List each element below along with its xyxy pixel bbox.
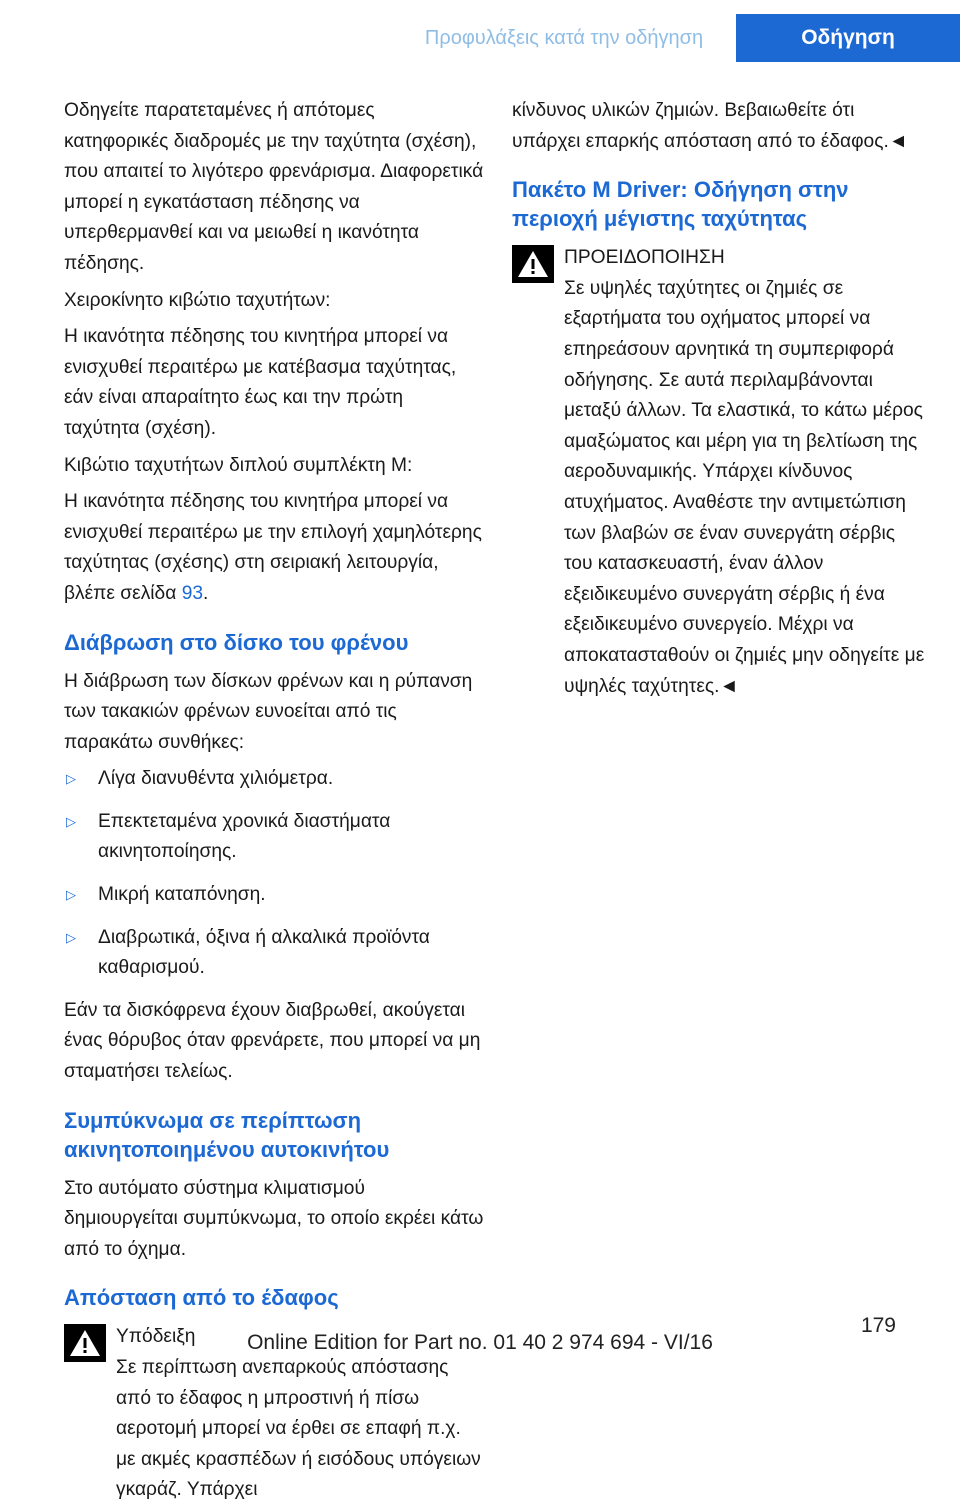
heading-m-driver-package: Πακέτο M Driver: Οδήγηση στην περιοχή μέγιστης ταχύτητας	[512, 177, 849, 232]
paragraph-dct	[64, 487, 484, 609]
triangle-right-icon: ▷	[66, 929, 76, 945]
note-title: Υπόδειξη	[116, 1326, 196, 1348]
list-item	[64, 880, 484, 911]
note-body: Σε περίπτωση ανεπαρκούς απόστασης από το έδαφος η μπροστινή ή πίσω αεροτομή μπορεί να έρθει σε επαφή π.χ. με ακμές κρασπέδων ή εισόδους υπόγειων γκαράζ. Υπάρχει	[116, 1357, 481, 1501]
warning-box	[512, 243, 928, 702]
warning-title: ΠΡΟΕΙΔΟΠΟΙΗΣΗ	[564, 247, 725, 269]
paragraph-downhill: Οδηγείτε παρατεταμένες ή απότομες κατηφορικές διαδρομές με την ταχύτητα (σχέση), που απαιτεί το λιγότερο φρενάρισμα. Διαφορετικά μπορεί η εγκατάσταση πέδησης να υπερθερμανθεί και να μειωθεί η ικανότητα πέδησης.	[64, 100, 484, 274]
paragraph-dct-text: Η ικανότητα πέδησης του κινητήρα μπορεί να ενισχυθεί περαιτέρω με την επιλογή χαμηλότερης ταχύτητας (σχέσης) στη σειριακή λειτουργία, βλέπε σελίδα	[64, 491, 482, 604]
page-header	[0, 0, 960, 62]
paragraph-manual-gearbox: Η ικανότητα πέδησης του κινητήρα μπορεί να ενισχυθεί περαιτέρω με κατέβασμα ταχύτητας, εάν είναι απαραίτητο έως και την πρώτη ταχύτητα (σχέση).	[64, 326, 457, 439]
paragraph-manual-gearbox-label: Χειροκίνητο κιβώτιο ταχυτήτων:	[64, 289, 331, 311]
heading-condensate: Συμπύκνωμα σε περίπτωση ακινητοποιημένου αυτοκινήτου	[64, 1107, 390, 1162]
right-column	[512, 96, 928, 702]
corrosion-conditions-list	[64, 764, 484, 984]
paragraph-clearance-continued: κίνδυνος υλικών ζημιών. Βεβαιωθείτε ότι υπάρχει επαρκής απόσταση από το έδαφος.◄	[512, 100, 908, 152]
list-item	[64, 764, 484, 795]
list-item	[64, 923, 484, 984]
header-chapter-tab[interactable]: Οδήγηση	[736, 14, 960, 62]
triangle-right-icon: ▷	[66, 771, 76, 787]
triangle-right-icon: ▷	[66, 813, 76, 829]
paragraph-brake-noise: Εάν τα δισκόφρενα έχουν διαβρωθεί, ακούγεται ένας θόρυβος όταν φρενάρετε, που μπορεί να μη σταματήσει τελείως.	[64, 999, 481, 1083]
page-reference-link[interactable]: 93	[181, 582, 204, 604]
warning-body: Σε υψηλές ταχύτητες οι ζημιές σε εξαρτήματα του οχήματος μπορεί να επηρεάσουν αρνητικά τη συμπεριφορά οδήγησης. Σε αυτά περιλαμβάνονται μεταξύ άλλων. Τα ελαστικά, το κάτω μέρος αμαξώματος και μέρη για τη βελτίωση της αεροδυναμικής. Υπάρχει κίνδυνος ατυχήματος. Αναθέστε την αντιμετώπιση των βλαβών σε έναν συνεργάτη σέρβις του κατασκευαστή, έναν άλλον εξειδικευμένο συνεργάτη σέρβις ή ένα εξειδικευμένο συνεργείο. Μέχρι να αποκατασταθούν οι ζημιές μην οδηγείτε με υψηλές ταχύτητες.◄	[564, 277, 925, 697]
heading-ground-clearance: Απόσταση από το έδαφος	[64, 1285, 339, 1311]
list-item-text: Επεκτεταμένα χρονικά διαστήματα ακινητοποίησης.	[98, 810, 391, 863]
paragraph-condensate: Στο αυτόματο σύστημα κλιματισμού δημιουργείται συμπύκνωμα, το οποίο εκρέει κάτω από το όχημα.	[64, 1177, 484, 1260]
left-column	[64, 96, 484, 1506]
header-section-title[interactable]: Προφυλάξεις κατά την οδήγηση	[392, 14, 736, 62]
triangle-right-icon: ▷	[66, 887, 76, 903]
paragraph-dct-label: Κιβώτιο ταχυτήτων διπλού συμπλέκτη M:	[64, 454, 413, 476]
page-number: 179	[860, 1314, 896, 1337]
paragraph-corrosion: Η διάβρωση των δίσκων φρένων και η ρύπανση των τακακιών φρένων ευνοείται από τις παρακάτω συνθήκες:	[64, 670, 473, 753]
list-item-text: Μικρή καταπόνηση.	[98, 884, 266, 906]
paragraph-dct-end: .	[203, 582, 209, 604]
list-item-text: Διαβρωτικά, όξινα ή αλκαλικά προϊόντα καθαρισμού.	[98, 926, 430, 979]
heading-brake-disc-corrosion: Διάβρωση στο δίσκο του φρένου	[64, 629, 409, 655]
list-item	[64, 807, 484, 868]
warning-triangle-icon	[512, 245, 554, 283]
list-item-text: Λίγα διανυθέντα χιλιόμετρα.	[98, 768, 334, 790]
edition-footer: Online Edition for Part no. 01 40 2 974 694 - VI/16	[247, 1331, 713, 1354]
